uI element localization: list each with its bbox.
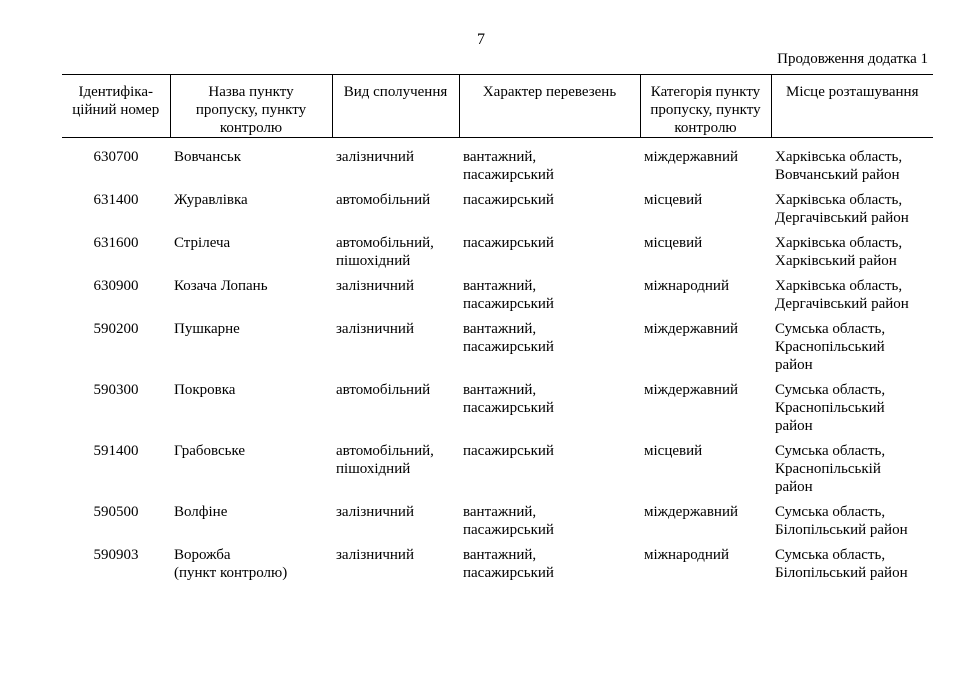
cell-name — [170, 320, 332, 381]
cell-category — [640, 503, 771, 546]
cell-line: вантажний, — [463, 278, 537, 294]
cell-name — [170, 138, 332, 192]
cell-line: пасажирський — [463, 192, 554, 208]
cell-line: Харківська область, — [775, 235, 903, 251]
cell-category — [640, 191, 771, 234]
cell-line: місцевий — [644, 235, 703, 251]
cell-line: Ворожба — [174, 547, 231, 563]
cell-line: Сумська область, — [775, 547, 886, 563]
cell-line: міжнародний — [644, 547, 729, 563]
cell-line: район — [775, 418, 813, 434]
cell-category — [640, 442, 771, 503]
cell-line: Козача Лопань — [174, 278, 268, 294]
cell-category — [640, 546, 771, 589]
cell-name — [170, 234, 332, 277]
cell-mode — [332, 320, 459, 381]
cell-location — [771, 138, 933, 192]
cell-name — [170, 191, 332, 234]
cell-line: Харківський район — [775, 253, 897, 269]
cell-mode — [332, 191, 459, 234]
header-nature: Характер перевезень — [459, 75, 640, 138]
cell-line: район — [775, 357, 813, 373]
cell-id: 630700 — [93, 149, 139, 165]
cell-line: пішохідний — [336, 461, 411, 477]
cell-line: пасажирський — [463, 296, 554, 312]
cell-location — [771, 546, 933, 589]
cell-mode — [332, 442, 459, 503]
table-row — [62, 546, 933, 589]
cell-id: 590300 — [93, 382, 139, 398]
cell-nature — [459, 546, 640, 589]
table-row — [62, 191, 933, 234]
cell-name — [170, 546, 332, 589]
table-row — [62, 277, 933, 320]
cell-line: Волфіне — [174, 504, 228, 520]
continuation-note: Продовження додатка 1 — [777, 51, 928, 67]
cell-line: вантажний, — [463, 149, 537, 165]
cell-line: Білопільський район — [775, 522, 908, 538]
table-row — [62, 381, 933, 442]
cell-nature — [459, 138, 640, 192]
cell-name — [170, 503, 332, 546]
cell-line: Стрілеча — [174, 235, 231, 251]
cell-line: Білопільський район — [775, 565, 908, 581]
cell-nature — [459, 503, 640, 546]
cell-line: Сумська область, — [775, 504, 886, 520]
cell-line: вантажний, — [463, 504, 537, 520]
header-category: Категорія пункту пропуску, пункту контролю — [640, 75, 771, 138]
header-id: Ідентифіка- ційний номер — [62, 75, 170, 138]
cell-id: 631400 — [93, 192, 139, 208]
cell-mode — [332, 546, 459, 589]
cell-line: міждержавний — [644, 504, 738, 520]
cell-category — [640, 138, 771, 192]
cell-id: 590200 — [93, 321, 139, 337]
table-row — [62, 138, 933, 192]
cell-line: місцевий — [644, 443, 703, 459]
cell-name — [170, 277, 332, 320]
page-number: 7 — [477, 31, 485, 48]
cell-location — [771, 234, 933, 277]
cell-mode — [332, 138, 459, 192]
cell-line: Вовчанськ — [174, 149, 242, 165]
checkpoints-table — [62, 74, 933, 589]
cell-line: вантажний, — [463, 382, 537, 398]
cell-category — [640, 381, 771, 442]
cell-line: Харківська область, — [775, 278, 903, 294]
cell-location — [771, 381, 933, 442]
cell-category — [640, 234, 771, 277]
cell-line: вантажний, — [463, 321, 537, 337]
cell-line: залізничний — [336, 149, 414, 165]
cell-nature — [459, 277, 640, 320]
cell-line: пасажирський — [463, 167, 554, 183]
cell-nature — [459, 442, 640, 503]
cell-line: залізничний — [336, 321, 414, 337]
cell-line: Журавлівка — [174, 192, 248, 208]
cell-line: автомобільний, — [336, 235, 434, 251]
cell-line: Сумська область, — [775, 321, 886, 337]
cell-line: Вовчанський район — [775, 167, 900, 183]
cell-nature — [459, 320, 640, 381]
table-row — [62, 320, 933, 381]
cell-line: Дергачівський район — [775, 296, 909, 312]
cell-location — [771, 277, 933, 320]
cell-id: 591400 — [93, 443, 139, 459]
cell-line: Краснопільський — [775, 400, 885, 416]
header-mode: Вид сполучення — [332, 75, 459, 138]
cell-id: 590903 — [93, 547, 139, 563]
cell-line: Покровка — [174, 382, 236, 398]
cell-line: Пушкарне — [174, 321, 240, 337]
cell-mode — [332, 503, 459, 546]
cell-id: 631600 — [93, 235, 139, 251]
cell-category — [640, 320, 771, 381]
table-row — [62, 234, 933, 277]
cell-line: Сумська область, — [775, 382, 886, 398]
cell-line: вантажний, — [463, 547, 537, 563]
cell-line: залізничний — [336, 504, 414, 520]
cell-category — [640, 277, 771, 320]
cell-name — [170, 442, 332, 503]
cell-mode — [332, 234, 459, 277]
cell-nature — [459, 381, 640, 442]
cell-line: пасажирський — [463, 235, 554, 251]
cell-location — [771, 503, 933, 546]
cell-line: пасажирський — [463, 339, 554, 355]
cell-line: пасажирський — [463, 565, 554, 581]
cell-location — [771, 442, 933, 503]
cell-mode — [332, 277, 459, 320]
cell-name — [170, 381, 332, 442]
cell-line: залізничний — [336, 278, 414, 294]
cell-line: міждержавний — [644, 321, 738, 337]
cell-line: автомобільний — [336, 192, 431, 208]
cell-nature — [459, 191, 640, 234]
table-row — [62, 442, 933, 503]
cell-line: район — [775, 479, 813, 495]
cell-line: Харківська область, — [775, 192, 903, 208]
cell-line: міжнародний — [644, 278, 729, 294]
cell-id: 630900 — [93, 278, 139, 294]
cell-mode — [332, 381, 459, 442]
cell-line: місцевий — [644, 192, 703, 208]
cell-line: Краснопільській — [775, 461, 881, 477]
table-header-row — [62, 75, 933, 138]
cell-id: 590500 — [93, 504, 139, 520]
header-location: Місце розташування — [771, 75, 933, 138]
cell-line: автомобільний — [336, 382, 431, 398]
header-name: Назва пункту пропуску, пункту контролю — [170, 75, 332, 138]
cell-line: Сумська область, — [775, 443, 886, 459]
table-row — [62, 503, 933, 546]
cell-line: пасажирський — [463, 522, 554, 538]
cell-location — [771, 320, 933, 381]
cell-line: залізничний — [336, 547, 414, 563]
cell-line: автомобільний, — [336, 443, 434, 459]
cell-line: міждержавний — [644, 149, 738, 165]
cell-line: Харківська область, — [775, 149, 903, 165]
cell-nature — [459, 234, 640, 277]
cell-line: Дергачівський район — [775, 210, 909, 226]
cell-location — [771, 191, 933, 234]
cell-line: Грабовське — [174, 443, 246, 459]
cell-line: (пункт контролю) — [174, 565, 288, 581]
cell-line: пасажирський — [463, 400, 554, 416]
cell-line: пасажирський — [463, 443, 554, 459]
cell-line: Краснопільський — [775, 339, 885, 355]
cell-line: пішохідний — [336, 253, 411, 269]
cell-line: міждержавний — [644, 382, 738, 398]
